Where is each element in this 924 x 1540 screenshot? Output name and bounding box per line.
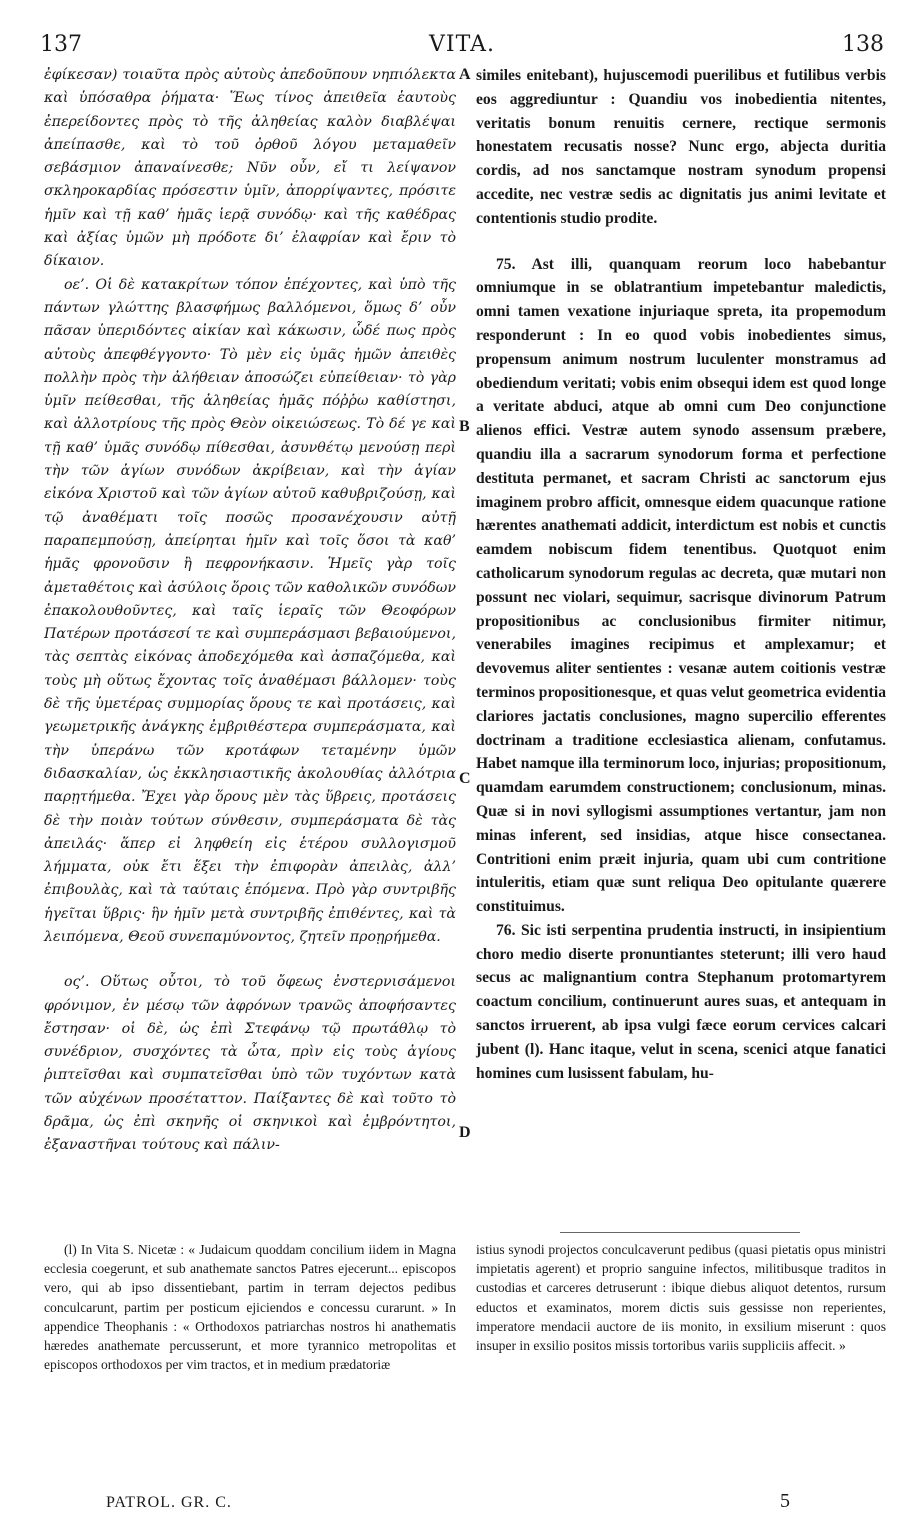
- greek-column: [44, 64, 456, 1154]
- latin-paragraph: similes enitebant), hujuscemodi puerilibus et futilibus verbis eos aggrediuntur : Quandiu vos inobedientia nitentes, veritatis bonum renuitis cernere, rectique sermonis honestatem recusatis nosse? Nunc ergo, abjecta duritia cordis, ad nos sanctamque nostram synodum propensi accedite, nec vestræ sedis ac dignitatis jus animi levitate et contentionis studio prodite.: [476, 67, 886, 227]
- footnote-text: istius synodi projectos conculcaverunt pedibus (quasi pietatis opus ministri impietatis agerent) et proprio sanguine infectos, militibusque traditos in custodias et carceres detruserunt : ibique diebus aliquot detentos, rursum eductos et examinatos, morem dictis suis gessisse non reperientes, imperatore mendacii auctore de iis monito, in exsilium miserunt : quos insuper in exsilio positos missis tortoribus variis suppliciis affecit. »: [476, 1242, 886, 1354]
- margin-letter-c: C: [459, 770, 471, 787]
- running-header: [40, 32, 884, 62]
- page-number-left: 137: [40, 32, 82, 57]
- greek-paragraph: ος’. Οὕτως οὗτοι, τὸ τοῦ ὄφεως ἐνστερνισάμενοι φρόνιμον, ἐν μέσῳ τῶν ἀφρόνων τρανῶς ἀποφήσαντες ἔστησαν· οἱ δὲ, ὡς ἐπὶ Στεφάνῳ τῷ πρωτάθλῳ τὸ συνέδριον, συσχόντες τὰ ὦτα, πρὶν εἰς τοὺς ἁγίους ῥιπτεῖσθαι καὶ συμπατεῖσθαι ὑπὸ τῶν τυχόντων κατὰ τῶν αὐχένων προσέταττον. Παίξαντες δὲ καὶ τοῦτο τὸ δρᾶμα, ὡς ἐπὶ σκηνῆς οἱ σκηνικοὶ καὶ ἐμβρόντητοι, ἐξαναστῆναι τούτους καὶ πάλιν-: [44, 974, 456, 1154]
- signature-mark: PATROL. GR. C.: [106, 1494, 232, 1511]
- latin-paragraph: 75. Ast illi, quanquam reorum loco habebantur omniumque in se oblatrantium impetebantur maledictis, omni tamen vexatione injuriaque spreta, ita propemodum responderunt : In eo quod vobis inobedientes simus, propensum animum nostrum luculenter monstramus ad obediendum veritati; vobis enim obsequi idem est quod longe a veritate abduci, atque ab omni cum Deo conjunctione alienos effici. Vestræ autem synodo assensum præbere, quandiu illa a sacrarum synodorum forma et perfectione destituta permanet, et sacram Christi ac sanctorum ejus imaginem probro afficit, omnesque eidem quacunque ratione hærentes anathemati addicit, interdictum est nobis et cunctis eamdem nobiscum fidem tenentibus. Quotquot enim catholicarum synodorum regulas ac decreta, quæ mutari non possunt nec violari, sequimur, sacrisque divinorum Patrum propositionibus ac conclusionibus firmiter nitimur, venerabiles imagines recipimus et amplexamur; et devovemus aliter sentientes : vesanæ autem coitionis vestræ terminos propositionesque, et quas velut geometrica evidentia clariores jactatis conclusiones, magno supercilio efferentes doctrinam a traditione ecclesiastica alienam, confutamus. Habet namque illa terminorum loco, injurias; propositionum, quamdam earumdem constructionem; conclusionum, minas. Quæ si in novi syllogismi assumptiones vertantur, jam non minas inferent, sed insidias, atque hisce consectanea. Contritioni enim præit injuria, quam ubi cum contritione intuleritis, etiam quæ sunt reliqua Deo opitulante quærere constituimus.: [476, 255, 886, 916]
- footnote-text: (l) In Vita S. Nicetæ : « Judaicum quoddam concilium iidem in Magna ecclesia coegerunt, et sub anathemate sanctos Patres ejecerunt... episcopos vero, qui ab ipso dissentiebant, partim in terram dejectos pedibus conculcarunt, partim per posticum ejiciendos e concessu curarunt. » In appendice Theophanis : « Orthodoxos patriarchas nostros hi anathematis hæredes anathemate percusserunt, et more tyrannico metropolitas et episcopos orthodoxos per vim tractos, et in medium prædatoriæ: [44, 1242, 456, 1373]
- greek-paragraph: οε’. Οἱ δὲ κατακρίτων τόπον ἐπέχοντες, καὶ ὑπὸ τῆς πάντων γλώττης βλασφήμως βαλλόμενοι, ὅμως δ’ οὖν πᾶσαν ὑπεριδόντες αἰκίαν καὶ κάκωσιν, ὧδέ πως πρὸς αὐτοὺς ἀπεφθέγγοντο· Τὸ μὲν εἰς ὑμᾶς ἡμῶν ἀπειθὲς πολλὴν πρὸς τὴν ἀλήθειαν ἀποσώζει εὐπείθειαν· τὸ γὰρ ὑμῖν πείθεσθαι, τῆς ἀληθείας ἡμᾶς πόῤῥω καθίστησι, καὶ ἀλλοτρίους τῆς πρὸς Θεὸν οἰκειώσεως. Τὸ δέ γε καὶ τῇ καθ’ ὑμᾶς συνόδῳ πίθεσθαι, ἀσυνθέτῳ μενούσῃ περὶ τὴν τῶν ἁγίων συνόδων ἀκρίβειαν, καὶ τὴν ἁγίαν εἰκόνα Χριστοῦ καὶ τῶν ἁγίων αὐτοῦ καθυβριζούσῃ, καὶ τῷ ἀναθέματι τοῖς ποσῶς προσανέχουσιν αὐτῇ παραπεμπούσῃ, ἀπείρηται ἡμῖν καὶ τοῖς ὅσοι τὰ καθ’ ἡμᾶς φρονοῦσιν ἢ πεφρονήκασιν. Ἡμεῖς γὰρ τοῖς ἀμεταθέτοις καὶ ἀσύλοις ὅροις τῶν καθολικῶν συνόδων ἐπακολουθοῦντες, καὶ ταῖς ἱεραῖς τῶν Θεοφόρων Πατέρων προτάσεσί τε καὶ συμπεράσμασι βεβαιούμενοι, τὰς σεπτὰς εἰκόνας ἀποδεχόμεθα καὶ ἀσπαζόμεθα, καὶ τοὺς μὴ οὕτως ἔχοντας τοῖς ἀναθέμασι βάλλομεν· τοὺς δὲ τῆς ὑμετέρας συμμορίας ὅρους τε καὶ προτάσεις, καὶ γεωμετρικῆς ἀνάγκης ἐμβριθέστερα συμπεράσματα, καὶ τὴν ὑπεράνω τῶν κροτάφων τεταμένην ὑμῶν διδασκαλίαν, ὡς ἐκκλησιαστικῆς ἀκολουθίας ἀλλότρια παρῃτήμεθα. Ἔχει γὰρ ὅρους μὲν τὰς ὕβρεις, προτάσεις δὲ τὴν ποιὰν τούτων σύνθεσιν, συμπεράσματα δὲ τὰς ἀπειλάς· ἅπερ εἰ ληφθείη εἰς ἑτέρου συλλογισμοῦ λήμματα, οὐκ ἔτι ἕξει τὴν ἐπιφορὰν ἀπειλὰς, ἀλλ’ ἐπιβουλὰς, καὶ τὰ ταύταις ἑπόμενα. Πρὸ γὰρ συντριβῆς ἡγεῖται ὕβρις· ἣν ἡμῖν μετὰ συντριβῆς ἐπιθέντες, καὶ τὰ λειπόμενα, Θεοῦ συνεπαμύνοντος, ζητεῖν προῃρήμεθα.: [44, 276, 456, 945]
- footnote-right: [476, 1240, 886, 1480]
- margin-letter-a: A: [459, 66, 471, 83]
- footnote-separator: [560, 1232, 800, 1233]
- page-number-right: 138: [842, 32, 884, 57]
- margin-letter-d: D: [459, 1124, 471, 1141]
- running-title: VITA.: [429, 32, 495, 57]
- footnote-left: [44, 1240, 456, 1490]
- sheet-number: 5: [780, 1490, 790, 1512]
- latin-paragraph: 76. Sic isti serpentina prudentia instructi, in insipientium choro medio diserte pronuntiantes steterunt; illi vero haud secus ac malignantium contra Stephanum protomartyrem coactum concilium, continuerunt aures suas, et antequam in sanctos irruerent, ab ipsa vulgi fæce eorum cervices calcari jubent (l). Hanc itaque, velut in scena, scenici atque fanatici homines cum lusissent fabulam, hu-: [476, 921, 886, 1082]
- greek-paragraph: ἐφίκεσαν) τοιαῦτα πρὸς αὐτοὺς ἀπεδοῦπουν νηπιόλεκτα καὶ ὑπόσαθρα ῥήματα· Ἕως τίνος ἀπειθεῖα ἑαυτοὺς ἐπερείδοντες πρὸς τὸ τῆς ἀληθείας καλὸν διαβλέψαι ἀπείπασθε, καὶ τὸ τοῦ ὀρθοῦ λόγου μεταμαθεῖν σεβάσμιον ἀπαναίνεσθε; Νῦν οὖν, εἴ τι λείψανον σκληροκαρδίας πρόσεστιν ὑμῖν, ἀπορρίψαντες, πρόσιτε ἡμῖν καὶ τῇ καθ’ ἡμᾶς ἱερᾷ συνόδῳ· καὶ τῆς καθέδρας καὶ ἀξίας ὑμῶν μὴ πρόδοτε δι’ ἐλαφρίαν καὶ ἔριν τὸ δίκαιον.: [44, 67, 456, 270]
- latin-column: [476, 64, 886, 1082]
- margin-letter-b: B: [459, 418, 470, 435]
